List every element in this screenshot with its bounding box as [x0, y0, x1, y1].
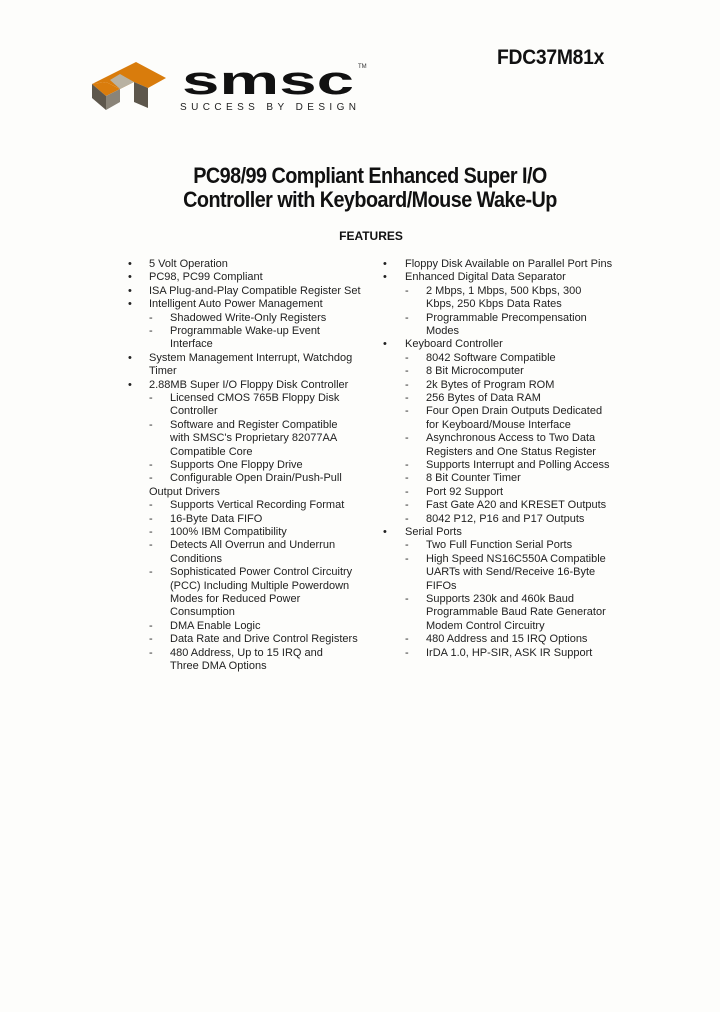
dash-marker: -	[405, 405, 409, 418]
bullet-marker: •	[128, 298, 132, 311]
feature-text: 5 Volt Operation	[149, 258, 228, 270]
sub-feature-text: Output Drivers	[149, 485, 220, 498]
sub-feature-text: 8 Bit Microcomputer	[426, 365, 524, 378]
feature-text: System Management Interrupt, Watchdog	[149, 351, 353, 364]
bullet-marker: •	[383, 271, 387, 284]
sub-feature-text: Port 92 Support	[426, 485, 504, 498]
sub-feature-text: 100% IBM Compatibility	[170, 526, 287, 538]
dash-marker: -	[405, 633, 409, 646]
sub-feature-text: (PCC) Including Multiple Powerdown	[170, 579, 350, 592]
dash-marker: -	[405, 392, 409, 404]
dash-marker: -	[405, 432, 409, 445]
sub-feature-text: Modes	[426, 325, 460, 337]
bullet-marker: •	[128, 351, 132, 364]
features-heading: FEATURES	[339, 229, 403, 243]
bullet-marker: •	[128, 284, 132, 297]
feature-text: Intelligent Auto Power Management	[149, 298, 323, 311]
sub-feature-text: Fast Gate A20 and KRESET Outputs	[426, 499, 607, 512]
dash-marker: -	[149, 566, 153, 579]
dash-marker: -	[405, 552, 409, 565]
sub-feature-text: Supports Vertical Recording Format	[170, 499, 345, 512]
dash-marker: -	[149, 472, 153, 485]
sub-feature-text: DMA Enable Logic	[170, 619, 261, 632]
sub-feature-text: 480 Address, Up to 15 IRQ and	[170, 646, 323, 659]
sub-feature-text: 2 Mbps, 1 Mbps, 500 Kbps, 300	[426, 284, 582, 297]
sub-feature-text: Supports One Floppy Drive	[170, 459, 303, 471]
bullet-marker: •	[383, 338, 387, 351]
sub-feature-text: Detects All Overrun and Underrun	[170, 539, 336, 552]
sub-feature-text: Programmable Wake-up Event	[170, 325, 320, 337]
sub-feature-text: 8 Bit Counter Timer	[426, 472, 521, 485]
trademark: TM	[358, 64, 367, 70]
sub-feature-text: Supports 230k and 460k Baud	[426, 593, 575, 605]
sub-feature-text: Registers and One Status Register	[426, 445, 596, 458]
smsc-logo	[90, 58, 370, 119]
sub-feature-text: Kbps, 250 Kbps Data Rates	[426, 298, 562, 311]
dash-marker: -	[405, 499, 409, 512]
bullet-marker: •	[128, 271, 132, 284]
feature-text: Enhanced Digital Data Separator	[405, 271, 566, 284]
sub-feature-text: with SMSC's Proprietary 82077AA	[170, 432, 338, 445]
bullet-marker: •	[383, 526, 387, 538]
dash-marker: -	[149, 418, 153, 431]
feature-text: Timer	[149, 365, 177, 378]
bullet-marker: •	[128, 378, 132, 391]
sub-feature-text: Sophisticated Power Control Circuitry	[170, 566, 353, 579]
dash-marker: -	[405, 311, 409, 324]
sub-feature-text: for Keyboard/Mouse Interface	[426, 418, 571, 431]
sub-feature-text: Controller	[170, 405, 218, 418]
feature-text: PC98, PC99 Compliant	[149, 271, 263, 284]
dash-marker: -	[149, 512, 153, 525]
feature-text: ISA Plug-and-Play Compatible Register Set	[149, 284, 361, 297]
dash-marker: -	[149, 325, 153, 337]
dash-marker: -	[405, 646, 409, 659]
sub-feature-text: 480 Address and 15 IRQ Options	[426, 633, 588, 646]
sub-feature-text: Shadowed Write-Only Registers	[170, 311, 327, 324]
sub-feature-text: High Speed NS16C550A Compatible	[426, 552, 606, 565]
logo-wordmark: smsc	[182, 59, 354, 103]
dash-marker: -	[149, 459, 153, 471]
feature-text: Serial Ports	[405, 526, 462, 538]
dash-marker: -	[405, 539, 409, 552]
dash-marker: -	[149, 633, 153, 646]
sub-feature-text: 2k Bytes of Program ROM	[426, 378, 555, 391]
dash-marker: -	[405, 284, 409, 297]
sub-feature-text: Modes for Reduced Power	[170, 593, 301, 605]
sub-feature-text: 8042 Software Compatible	[426, 351, 556, 364]
feature-text: Floppy Disk Available on Parallel Port Pins	[405, 258, 613, 270]
sub-feature-text: 8042 P12, P16 and P17 Outputs	[426, 512, 585, 525]
feature-text: 2.88MB Super I/O Floppy Disk Controller	[149, 378, 349, 391]
dash-marker: -	[149, 499, 153, 512]
dash-marker: -	[405, 351, 409, 364]
sub-feature-text: 16-Byte Data FIFO	[170, 512, 263, 525]
dash-marker: -	[149, 526, 153, 538]
dash-marker: -	[405, 472, 409, 485]
dash-marker: -	[149, 539, 153, 552]
dash-marker: -	[149, 392, 153, 404]
sub-feature-text: Compatible Core	[170, 445, 253, 458]
sub-feature-text: Conditions	[170, 552, 222, 565]
dash-marker: -	[149, 646, 153, 659]
logo-tagline: SUCCESS BY DESIGN	[180, 102, 356, 113]
dash-marker: -	[149, 619, 153, 632]
sub-feature-text: Licensed CMOS 765B Floppy Disk	[170, 392, 340, 404]
part-number: FDC37M81x	[497, 46, 605, 69]
sub-feature-text: Configurable Open Drain/Push-Pull	[170, 472, 342, 485]
bullet-marker: •	[383, 258, 387, 270]
sub-feature-text: UARTs with Send/Receive 16-Byte	[426, 566, 596, 579]
sub-feature-text: Four Open Drain Outputs Dedicated	[426, 405, 603, 418]
bullet-marker: •	[128, 258, 132, 270]
feature-text: Keyboard Controller	[405, 338, 503, 351]
sub-feature-text: Consumption	[170, 606, 235, 619]
sub-feature-text: Modem Control Circuitry	[426, 619, 545, 632]
dash-marker: -	[405, 378, 409, 391]
dash-marker: -	[405, 485, 409, 498]
smsc-logo-graphic	[90, 58, 370, 114]
sub-feature-text: 256 Bytes of Data RAM	[426, 392, 541, 404]
dash-marker: -	[149, 311, 153, 324]
dash-marker: -	[405, 459, 409, 471]
sub-feature-text: Data Rate and Drive Control Registers	[170, 633, 358, 646]
sub-feature-text: IrDA 1.0, HP-SIR, ASK IR Support	[426, 646, 593, 659]
sub-feature-text: Software and Register Compatible	[170, 418, 338, 431]
sub-feature-text: Interface	[170, 338, 213, 351]
document-title-line-1: PC98/99 Compliant Enhanced Super I/O	[193, 163, 547, 188]
sub-feature-text: Asynchronous Access to Two Data	[426, 432, 596, 445]
sub-feature-text: Three DMA Options	[170, 660, 267, 672]
sub-feature-text: Supports Interrupt and Polling Access	[426, 459, 610, 471]
dash-marker: -	[405, 512, 409, 525]
dash-marker: -	[405, 365, 409, 378]
dash-marker: -	[405, 593, 409, 605]
sub-feature-text: Programmable Precompensation	[426, 311, 587, 324]
sub-feature-text: Two Full Function Serial Ports	[426, 539, 573, 552]
sub-feature-text: Programmable Baud Rate Generator	[426, 606, 606, 619]
document-title-line-2: Controller with Keyboard/Mouse Wake-Up	[183, 187, 557, 212]
sub-feature-text: FIFOs	[426, 579, 457, 592]
